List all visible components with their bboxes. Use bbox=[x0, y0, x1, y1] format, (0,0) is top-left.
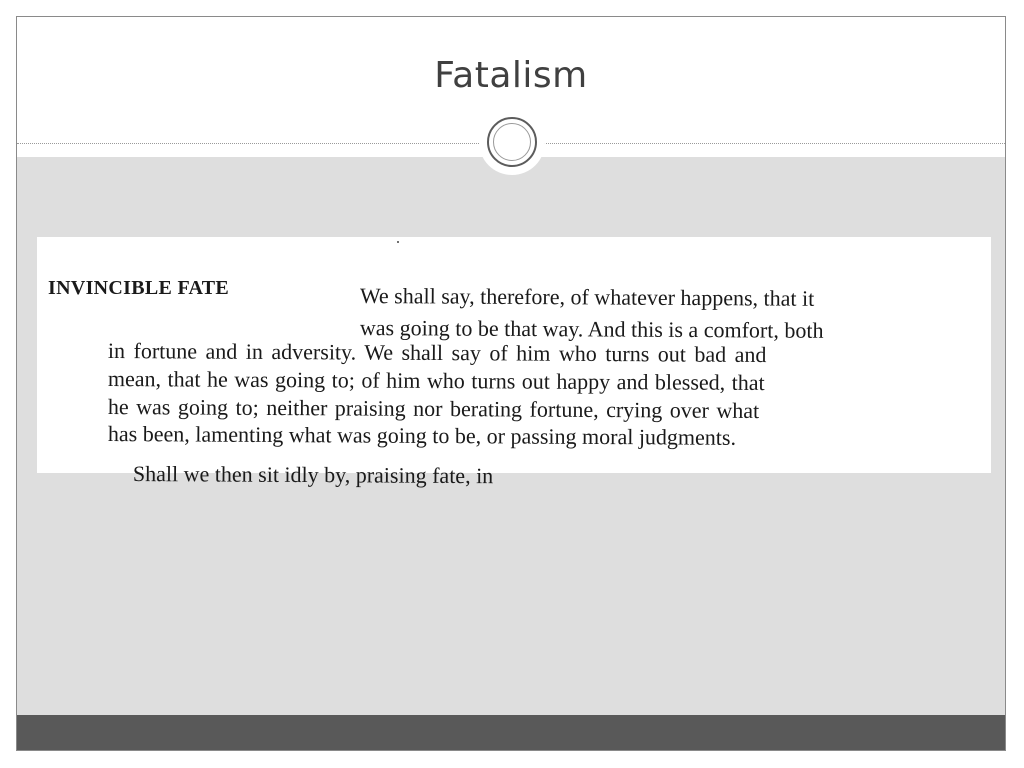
slide bbox=[16, 16, 1006, 751]
excerpt-line-cropped: Shall we then sit idly by, praising fate, in bbox=[132, 461, 494, 489]
excerpt-line: mean, that he was going to; of him who turns out happy and blessed, that bbox=[107, 366, 765, 396]
excerpt-line: in fortune and in adversity. We shall say of him who turns out bad and bbox=[107, 338, 767, 368]
excerpt-line: has been, lamenting what was going to be, or passing moral judgments. bbox=[107, 421, 737, 450]
slide-title: Fatalism bbox=[434, 55, 588, 96]
circle-ornament-icon bbox=[479, 109, 545, 175]
excerpt-line: was going to be that way. And this is a comfort, both bbox=[359, 315, 824, 343]
scan-speck bbox=[397, 241, 399, 243]
scanned-text-image bbox=[37, 237, 991, 489]
circle-ring bbox=[487, 117, 537, 167]
excerpt-line: We shall say, therefore, of whatever happens, that it bbox=[359, 283, 815, 311]
footer-bar bbox=[17, 715, 1005, 750]
excerpt-heading: INVINCIBLE FATE bbox=[48, 277, 230, 299]
excerpt-line: he was going to; neither praising nor berating fortune, crying over what bbox=[107, 394, 760, 423]
